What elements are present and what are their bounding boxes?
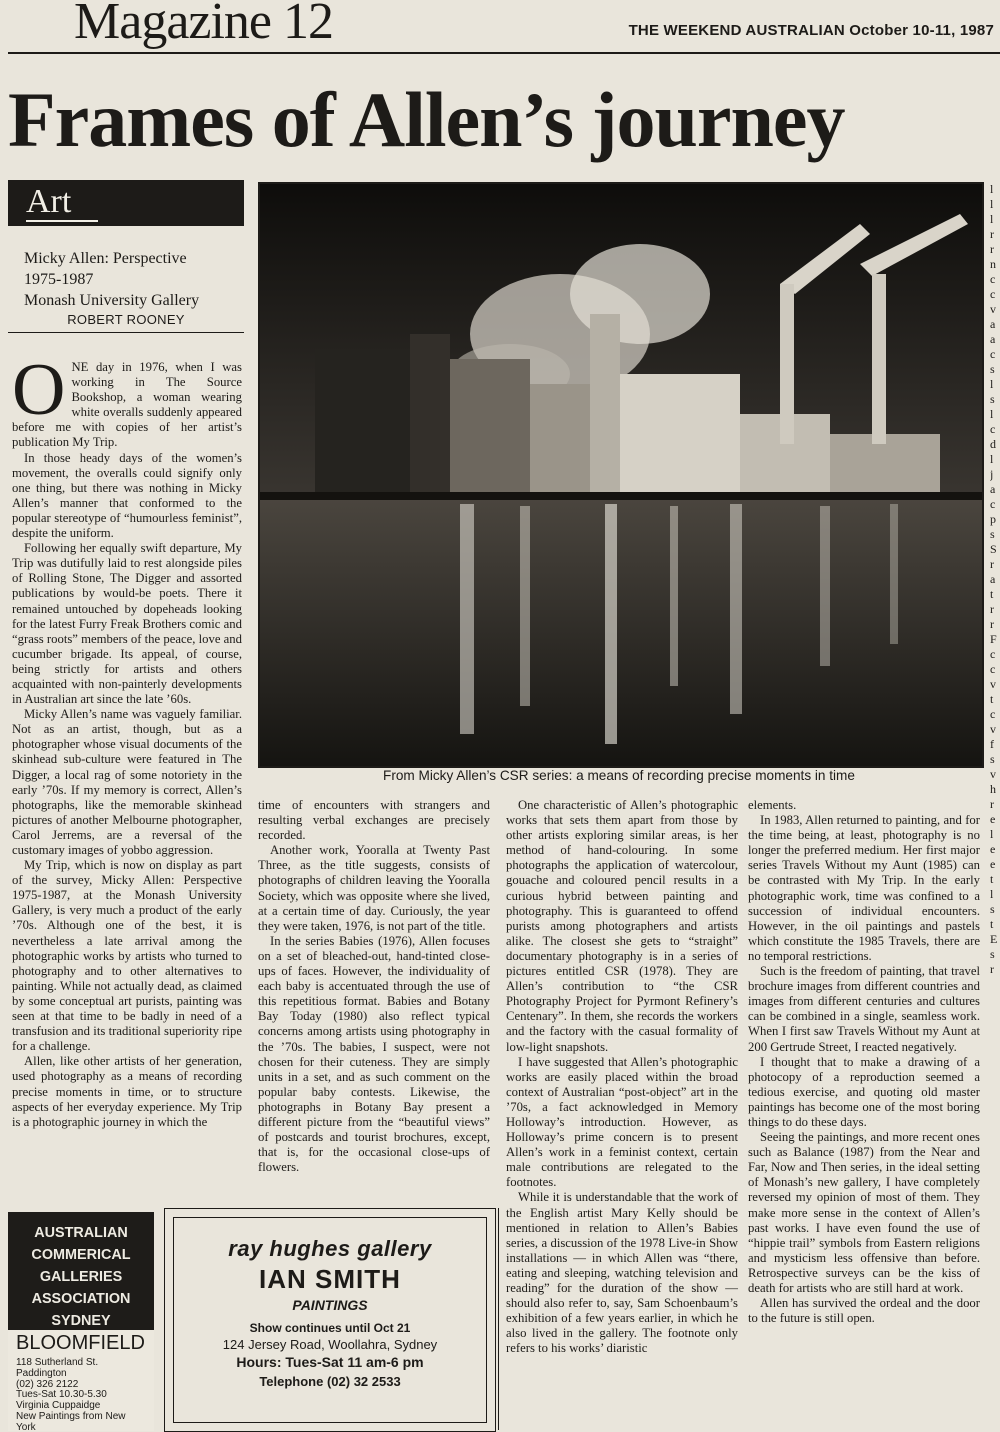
edge-letter: t bbox=[990, 692, 994, 706]
edge-letter: c bbox=[990, 497, 996, 511]
ad-heading-line: COMMERICAL bbox=[31, 1247, 131, 1263]
edge-letter: r bbox=[990, 797, 994, 811]
edge-letter: t bbox=[990, 587, 994, 601]
edge-letter: s bbox=[990, 752, 995, 766]
ad-association-heading bbox=[8, 1222, 154, 1332]
ray-hughes-gallery-ad bbox=[164, 1208, 496, 1432]
ad-show-dates: Show continues until Oct 21 bbox=[249, 1321, 411, 1335]
ad-hours: Hours: Tues-Sat 11 am-6 pm bbox=[236, 1354, 424, 1370]
edge-letter: v bbox=[990, 767, 996, 781]
edge-letter: e bbox=[990, 812, 996, 826]
masthead-section-title: Magazine 12 bbox=[74, 0, 334, 50]
edge-letter: c bbox=[990, 422, 996, 436]
ad-address: 124 Jersey Road, Woollahra, Sydney bbox=[222, 1337, 438, 1352]
show-info-dates: 1975-1987 bbox=[24, 271, 94, 288]
edge-letter: l bbox=[990, 452, 994, 466]
ad-heading-line: GALLERIES bbox=[39, 1269, 123, 1285]
edge-letter: l bbox=[990, 197, 994, 211]
edge-letter: r bbox=[990, 602, 994, 616]
section-tag-underline bbox=[26, 220, 98, 222]
edge-letter: s bbox=[990, 362, 995, 376]
edge-letter: a bbox=[990, 332, 996, 346]
article-paragraph: time of encounters with strangers and resulting verbal exchanges are precisely recorded. bbox=[258, 798, 490, 843]
ad-detail-line: New Paintings from New bbox=[16, 1410, 126, 1422]
article-column-3 bbox=[506, 798, 738, 1356]
edge-letter: f bbox=[990, 737, 994, 751]
headline: Frames of Allen’s journey bbox=[8, 76, 845, 163]
edge-letter: p bbox=[990, 512, 996, 526]
edge-letter: t bbox=[990, 872, 994, 886]
edge-letter: c bbox=[990, 272, 996, 286]
article-paragraph: I thought that to make a drawing of a photocopy of a reproduction seemed a tedious exercise, and quoting old master paintings has become one of the most boring things to do these days. bbox=[748, 1054, 980, 1129]
section-tag-label: Art bbox=[26, 183, 72, 220]
article-paragraph: I have suggested that Allen’s photographic works are easily placed within the broad context of Australian “post-object” art in the ’70s, a fact acknowledged in Memory Holloway’s introduction. However, as Holloway’s prime concern is to present Allen’s work in a feminist context, certain male contributions are relegated to the footnotes. bbox=[506, 1054, 738, 1190]
show-info bbox=[24, 248, 199, 311]
edge-letter: s bbox=[990, 527, 995, 541]
article-column-1 bbox=[12, 349, 242, 1130]
ad-detail-line: Paddington bbox=[16, 1367, 67, 1379]
show-info-venue: Monash University Gallery bbox=[24, 292, 200, 309]
edge-letter: h bbox=[990, 782, 996, 796]
edge-letter: l bbox=[990, 377, 994, 391]
masthead-rule bbox=[8, 52, 1000, 54]
section-tag bbox=[8, 180, 244, 226]
show-info-title: Micky Allen: Perspective bbox=[24, 250, 187, 267]
edge-letter: l bbox=[990, 887, 994, 901]
adjacent-column-edge bbox=[990, 182, 1000, 1402]
article-paragraph: Seeing the paintings, and more recent ones such as Balance (1987) from the Near and Far, Now and Then series, in the ideal setting of Monash’s new gallery, I have completely reversed my opinion of most of them. They make more sense in the context of Allen’s past works. I have even found the use of “hippie trail” symbols from Eastern religions and mysticism less offensive than before. Retrospective surveys can be the kiss of death for artists who are still hard at work. bbox=[748, 1130, 980, 1295]
edge-letter: v bbox=[990, 677, 996, 691]
ad-gallery-details bbox=[16, 1358, 125, 1431]
edge-letter: S bbox=[990, 542, 997, 556]
ad-detail-line: York bbox=[16, 1421, 36, 1431]
edge-letter: c bbox=[990, 662, 996, 676]
edge-letter: E bbox=[990, 932, 998, 946]
edge-letter: v bbox=[990, 722, 996, 736]
edge-letter: c bbox=[990, 647, 996, 661]
article-column-4 bbox=[748, 798, 980, 1326]
edge-letter: j bbox=[990, 467, 994, 481]
article-paragraph: Another work, Yooralla at Twenty Past Three, as the title suggests, consists of photographs of children leaving the Yooralla Society, which was opposite where she lived, at a certain time of day. Curiously, the year they were taken, 1976, is not part of the title. bbox=[258, 843, 490, 933]
article-paragraph: One characteristic of Allen’s photographic works that sets them apart from those by other artists exploring similar areas, is her method of hand-colouring. In some photographs the application of watercolour, gouache and coloured pencil results in a curious hybrid between painting and photography. This is guaranteed to offend purists among photographers and artists alike. The closest she gets to “straight” documentary photography is in a series of pictures entitled CSR (1978). They are Allen’s contribution to “the CSR Photography Project for Pyrmont Refinery’s Centenary”. In them, she records the workers and the factory with the casual formality of low-light snapshots. bbox=[506, 798, 738, 1054]
ad-heading-line: AUSTRALIAN bbox=[34, 1225, 128, 1241]
edge-letter: l bbox=[990, 827, 994, 841]
edge-letter: r bbox=[990, 227, 994, 241]
article-paragraph: My Trip, which is now on display as part of the survey, Micky Allen: Perspective 1975-1987, at the Monash University Gallery, is very much a product of the early ’70s. Although one of the best, it is nevertheless a late arrival among the photographic works by artists who turned to photography and to other alternatives to painting. While not actually dead, as claimed by some conceptual art purists, painting was seen at that time to be badly in need of a transfusion and its traditional superiority ripe for a challenge. bbox=[12, 858, 242, 1054]
edge-letter: r bbox=[990, 962, 994, 976]
harbour-photo bbox=[258, 182, 984, 768]
article-paragraph: Micky Allen’s name was vaguely familiar. Not as an artist, though, but as a photographer whose visual documents of the skinhead sub-culture were featured in The Digger, a local rag of some notoriety in the early ’70s. If my memory is correct, Allen’s photographs, like the memorable skinhead pictures of another Melbourne photographer, Carol Jerrems, are a reversal of the customary images of yobbo aggression. bbox=[12, 707, 242, 857]
edge-letter: a bbox=[990, 482, 996, 496]
edge-letter: c bbox=[990, 707, 996, 721]
ad-detail-line: (02) 326 2122 bbox=[16, 1378, 79, 1390]
article-paragraph: In those heady days of the women’s movement, the overalls could signify only one thing, but there was nothing in Micky Allen’s manner that conformed to the popular stereotype of “humourless feminist”, despite the uniform. bbox=[12, 450, 242, 541]
edge-letter: d bbox=[990, 437, 996, 451]
article-paragraph: Allen, like other artists of her generation, used photography as a means of recording precise moments in time, or to structure aspects of her everyday experience. My Trip is a photographic journey in which the bbox=[12, 1054, 242, 1129]
ad-gallery-name: ray hughes gallery bbox=[228, 1236, 432, 1261]
column-rule bbox=[498, 1208, 499, 1430]
edge-letter: r bbox=[990, 242, 994, 256]
drop-cap: O bbox=[12, 349, 66, 431]
harbour-photo-image bbox=[260, 184, 982, 766]
byline: ROBERT ROONEY bbox=[67, 312, 185, 327]
ad-medium: PAINTINGS bbox=[292, 1297, 368, 1313]
edge-letter: s bbox=[990, 902, 995, 916]
edge-letter: a bbox=[990, 572, 996, 586]
galleries-association-ad bbox=[8, 1212, 154, 1431]
ad-detail-line: Virginia Cuppaidge bbox=[16, 1400, 101, 1412]
edge-letter: n bbox=[990, 257, 996, 271]
article-paragraph: While it is understandable that the work of the English artist Mary Kelly should be mentioned in relation to Allen’s Babies series, a discussion of the 1978 Live-in Show installations — in which Allen was “there, eating and sleeping, watching television and reading” for the duration of the show — should also refer to, say, Sam Schoenbaum’s exhibition of a few years earlier, in which he also lived in the gallery. The footnote only refers to his works’ diaristic bbox=[506, 1190, 738, 1356]
ad-telephone: Telephone (02) 32 2533 bbox=[259, 1374, 401, 1389]
edge-letter: s bbox=[990, 947, 995, 961]
edge-letter: l bbox=[990, 212, 994, 226]
ad-gallery-name: BLOOMFIELD bbox=[16, 1332, 145, 1354]
ad-detail-line: 118 Sutherland St. bbox=[16, 1357, 99, 1368]
edge-letter: c bbox=[990, 287, 996, 301]
edge-letter: r bbox=[990, 557, 994, 571]
edge-letter: e bbox=[990, 842, 996, 856]
ad-heading-line: ASSOCIATION bbox=[31, 1291, 131, 1307]
edge-letter: l bbox=[990, 407, 994, 421]
edge-letter: t bbox=[990, 917, 994, 931]
article-column-2 bbox=[258, 798, 490, 1175]
ad-inner-frame bbox=[173, 1217, 487, 1423]
article-paragraph-text: NE day in 1976, when I was working in The Source Bookshop, a woman wearing white overalls suddenly appeared before me with copies of her artist’s publication My Trip. bbox=[12, 360, 242, 450]
edge-letter: c bbox=[990, 347, 996, 361]
edge-letter: s bbox=[990, 392, 995, 406]
article-paragraph bbox=[12, 349, 242, 451]
byline-rule bbox=[8, 332, 244, 333]
edge-letter: e bbox=[990, 857, 996, 871]
ad-heading-line: SYDNEY bbox=[51, 1313, 111, 1329]
article-paragraph: Such is the freedom of painting, that travel brochure images from different countries and images from different centuries and cultures can be combined in a single, seamless work. When I first saw Travels Without my Aunt at 200 Gertrude Street, I reacted negatively. bbox=[748, 964, 980, 1054]
edge-letter: r bbox=[990, 617, 994, 631]
photo-caption: From Micky Allen’s CSR series: a means of recording precise moments in time bbox=[383, 768, 855, 783]
article-paragraph: Following her equally swift departure, My Trip was dutifully laid to rest alongside piles of Rolling Stone, The Digger and assorted publications by would-be poets. There it remained untouched by dopeheads looking for the latest Furry Freak Brothers comic and “grass roots” members of the peace, love and cucumber brigade. Its appeal, of course, being strictly for artists and others acquainted with non-painterly developments in Australian art since the late ’60s. bbox=[12, 541, 242, 707]
ad-detail-line: Tues-Sat 10.30-5.30 bbox=[16, 1389, 107, 1401]
article-paragraph: elements. bbox=[748, 798, 797, 812]
article-paragraph: In the series Babies (1976), Allen focuses on a set of bleached-out, hand-tinted close-ups of faces. However, the individuality of each baby is accentuated through the use of this repetitious format. Babies and Botany Bay Today (1980) also reflect typical concerns among artists using photography in the ’70s. The babies, I suspect, were not chosen for their cuteness. They are simply units in a set, and as such comment on the popular baby contests. Likewise, the photographs in Botany Bay present a different picture from the “beautiful views” of postcards and tourist brochures, except, that is, for the occasional close-ups of flowers. bbox=[258, 933, 490, 1175]
edge-letter: l bbox=[990, 182, 994, 196]
article-paragraph: In 1983, Allen returned to painting, and for the time being, at least, photography is no longer the preferred medium. Her first major series Travels Without my Aunt (1985) can be contrasted with My Trip. In the early photographic work, time was confined to a succession of individual encounters. However, in the oil paintings and pastels which constitute the 1985 Travels, there are no temporal restrictions. bbox=[748, 813, 980, 963]
edge-letter: F bbox=[990, 632, 997, 646]
article-paragraph: Allen has survived the ordeal and the door to the future is still open. bbox=[748, 1296, 980, 1326]
masthead-paper-date: THE WEEKEND AUSTRALIAN October 10-11, 1987 bbox=[628, 22, 994, 39]
ad-artist-name: IAN SMITH bbox=[259, 1264, 401, 1294]
edge-letter: v bbox=[990, 302, 996, 316]
edge-letter: a bbox=[990, 317, 996, 331]
